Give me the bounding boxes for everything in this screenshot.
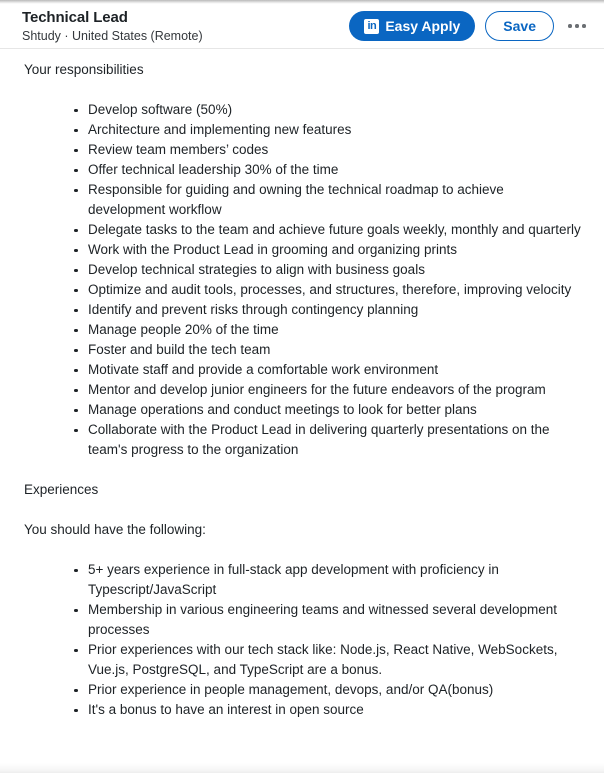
ellipsis-horizontal-icon — [575, 24, 579, 28]
list-item: 5+ years experience in full-stack app development with proficiency in Typescript/JavaScript — [74, 560, 582, 600]
spacer — [24, 80, 582, 100]
list-item: Delegate tasks to the team and achieve future goals weekly, monthly and quarterly — [74, 220, 582, 240]
list-item: Manage operations and conduct meetings to look for better plans — [74, 400, 582, 420]
experiences-heading: Experiences — [24, 482, 99, 497]
save-button[interactable]: Save — [485, 11, 554, 41]
linkedin-in-icon: in — [364, 19, 379, 34]
list-item: Motivate staff and provide a comfortable work environment — [74, 360, 582, 380]
list-item: Mentor and develop junior engineers for the future endeavors of the program — [74, 380, 582, 400]
list-item: Collaborate with the Product Lead in delivering quarterly presentations on the team's progress to the organization — [74, 420, 582, 460]
list-item: Architecture and implementing new features — [74, 120, 582, 140]
list-item: Optimize and audit tools, processes, and structures, therefore, improving velocity — [74, 280, 582, 300]
easy-apply-button[interactable] — [349, 11, 475, 41]
ellipsis-horizontal-icon — [582, 24, 586, 28]
list-item: Prior experience in people management, devops, and/or QA(bonus) — [74, 680, 582, 700]
responsibilities-heading: Your responsibilities — [24, 62, 144, 77]
job-header-text — [22, 9, 349, 44]
job-header — [0, 4, 604, 49]
list-item: It's a bonus to have an interest in open source — [74, 700, 582, 720]
job-description — [0, 50, 604, 773]
page-title: Technical Lead — [22, 8, 128, 26]
responsibilities-list — [24, 100, 582, 460]
list-item: Offer technical leadership 30% of the time — [74, 160, 582, 180]
list-item: Membership in various engineering teams and witnessed several development processes — [74, 600, 582, 640]
easy-apply-label: Easy Apply — [385, 18, 461, 34]
list-item: Foster and build the tech team — [74, 340, 582, 360]
job-header-actions — [349, 11, 590, 41]
list-item: Responsible for guiding and owning the technical roadmap to achieve development workflow — [74, 180, 582, 220]
more-options-button[interactable] — [564, 13, 590, 39]
experiences-list — [24, 560, 582, 720]
list-item: Develop technical strategies to align with business goals — [74, 260, 582, 280]
ellipsis-horizontal-icon — [568, 24, 572, 28]
list-item: Develop software (50%) — [74, 100, 582, 120]
list-item: Review team members’ codes — [74, 140, 582, 160]
spacer — [24, 500, 582, 520]
spacer — [24, 460, 582, 480]
list-item: Manage people 20% of the time — [74, 320, 582, 340]
list-item: Identify and prevent risks through contingency planning — [74, 300, 582, 320]
experiences-intro: You should have the following: — [24, 522, 206, 537]
list-item: Work with the Product Lead in grooming and organizing prints — [74, 240, 582, 260]
job-company-location: Shtudy · United States (Remote) — [22, 28, 203, 43]
list-item: Prior experiences with our tech stack like: Node.js, React Native, WebSockets, Vue.js, PostgreSQL, and TypeScript are a bonus. — [74, 640, 582, 680]
spacer — [24, 540, 582, 560]
